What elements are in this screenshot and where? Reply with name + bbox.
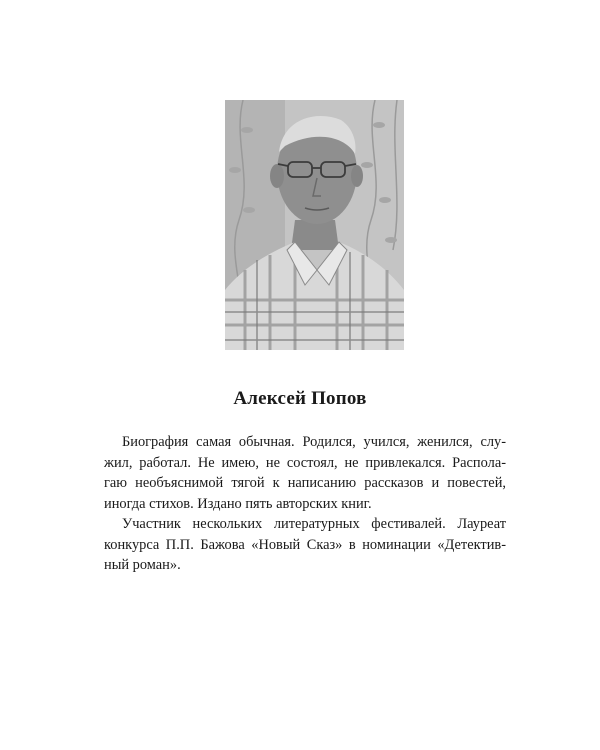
bio-paragraph-1 xyxy=(104,432,506,514)
bio-line: жил, работал. Не имею, не состоял, не привлекался. Распола- xyxy=(104,454,506,471)
author-biography xyxy=(104,432,506,576)
author-portrait xyxy=(225,100,404,350)
author-name: Алексей Попов xyxy=(233,388,367,409)
bio-line: конкурса П.П. Бажова «Новый Сказ» в номинации «Детектив- xyxy=(104,536,506,553)
bio-line: Участник нескольких литературных фестивалей. Лауреат xyxy=(122,516,506,532)
bio-line: ный роман». xyxy=(104,557,181,573)
bio-line: гаю необъяснимой тягой к написанию рассказов и повестей, xyxy=(104,475,506,491)
bio-paragraph-2 xyxy=(104,514,506,576)
bio-line: Биография самая обычная. Родился, учился, женился, слу- xyxy=(122,434,506,450)
bio-line: иногда стихов. Издано пять авторских книг. xyxy=(104,495,372,512)
